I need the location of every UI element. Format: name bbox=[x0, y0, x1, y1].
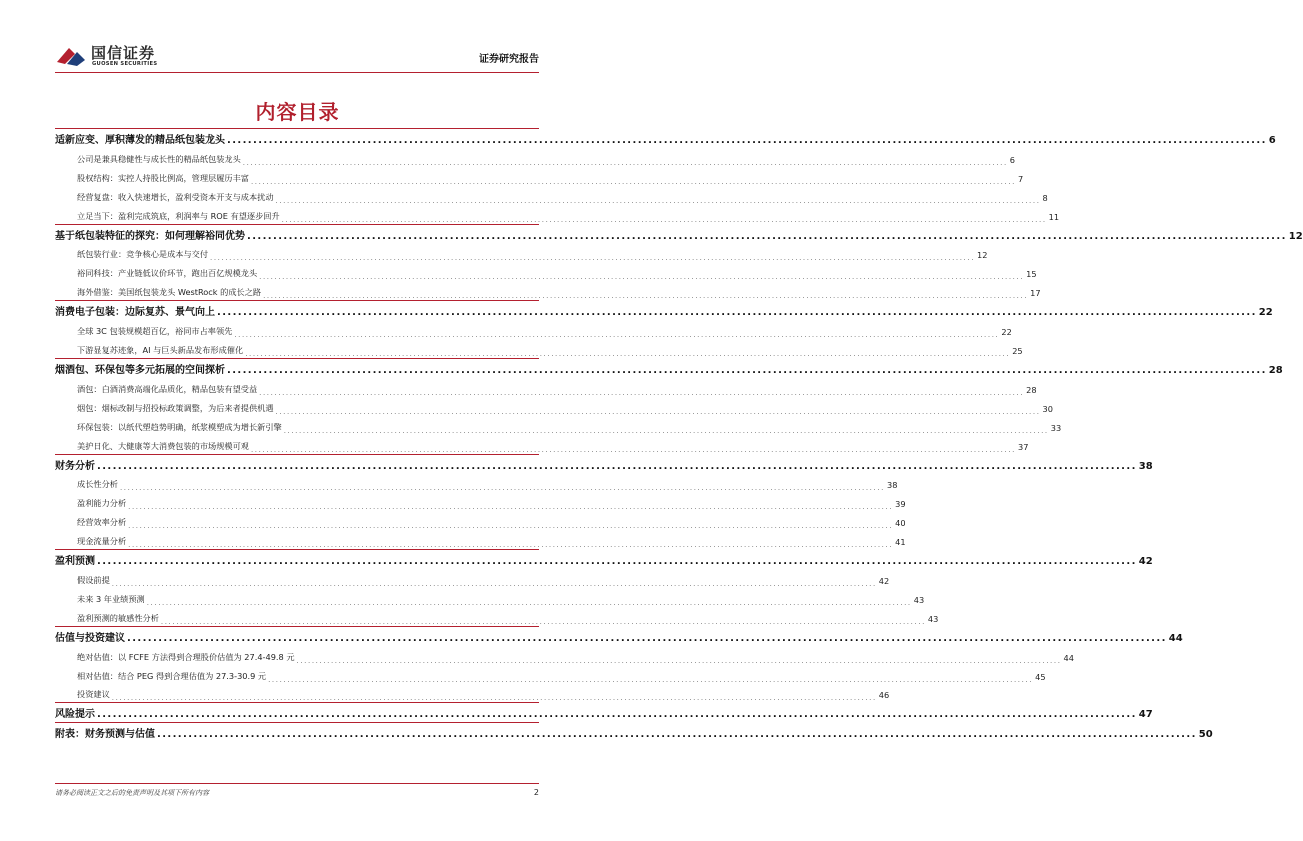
toc-subsection-entry[interactable] bbox=[55, 511, 906, 531]
toc-entry-page: 47 bbox=[1138, 709, 1153, 721]
toc-entry-title: 下游显复苏迹象，AI 与巨头新品发布形成催化 bbox=[77, 345, 244, 356]
toc-entry-title: 公司是兼具稳健性与成长性的精品纸包装龙头 bbox=[77, 153, 241, 164]
toc-entry-title: 盈利预测 bbox=[55, 556, 95, 568]
toc-leader-dots: ........................................................................................................................................................................................................ bbox=[128, 541, 894, 550]
toc-leader-dots: ........................................................................................................................................................................................................ bbox=[250, 445, 1016, 454]
toc-leader-dots: ........................................................................................................................................................................................................ bbox=[111, 580, 877, 589]
toc-subsection-entry[interactable] bbox=[55, 167, 1024, 186]
toc-entry-title: 美护日化、大健康等大消费包装的市场规模可观 bbox=[77, 440, 249, 451]
toc-subsection-entry[interactable] bbox=[55, 244, 988, 263]
toc-leader-dots: ........................................................................................................................................................................................................ bbox=[234, 331, 1000, 340]
toc-entry-title: 未来 3 年业绩预测 bbox=[77, 593, 145, 604]
toc-entry-title: 现金流量分析 bbox=[77, 536, 127, 547]
toc-subsection-entry[interactable] bbox=[55, 339, 1023, 359]
toc-entry-page: 46 bbox=[878, 690, 890, 701]
toc-subsection-entry[interactable] bbox=[55, 607, 939, 626]
toc-entry-page: 28 bbox=[1268, 365, 1283, 377]
toc-leader-dots: ........................................................................................................................................................................................................ bbox=[242, 158, 1008, 167]
toc-subsection-entry[interactable] bbox=[55, 665, 1046, 684]
toc-entry-title: 假设前提 bbox=[77, 575, 110, 586]
toc-entry-page: 38 bbox=[886, 480, 898, 491]
toc-leader-dots: ........................................................................................................................................................................................................ bbox=[245, 350, 1011, 359]
toc-leader-dots: ........................................................................................................................................................................................................ bbox=[157, 729, 1197, 741]
toc-entry-page: 50 bbox=[1198, 729, 1213, 741]
toc-leader-dots: ........................................................................................................................................................................................................ bbox=[160, 617, 926, 626]
toc-entry-page: 44 bbox=[1063, 652, 1074, 663]
toc-section-entry[interactable] bbox=[55, 358, 1283, 378]
toc-entry-page: 22 bbox=[1001, 327, 1012, 338]
toc-entry-page: 7 bbox=[1017, 173, 1024, 184]
toc-entry-title: 风险提示 bbox=[55, 709, 95, 721]
toc-title: 内容目录 bbox=[255, 100, 340, 124]
toc-subsection-entry[interactable] bbox=[55, 148, 1016, 167]
page-header bbox=[55, 40, 539, 74]
toc-entry-title: 盈利预测的敏感性分析 bbox=[77, 612, 159, 623]
toc-leader-dots: ........................................................................................................................................................................................................ bbox=[247, 230, 1287, 242]
toc-leader-dots: ........................................................................................................................................................................................................ bbox=[275, 196, 1041, 205]
toc-section-entry[interactable] bbox=[55, 626, 1183, 646]
toc-leader-dots: ........................................................................................................................................................................................................ bbox=[146, 598, 912, 607]
toc-subsection-entry[interactable] bbox=[55, 397, 1053, 416]
toc-entry-page: 38 bbox=[1138, 460, 1153, 472]
toc-entry-title: 估值与投资建议 bbox=[55, 632, 125, 644]
toc-entry-page: 43 bbox=[913, 594, 925, 605]
toc-entry-page: 6 bbox=[1009, 154, 1016, 165]
toc-entry-title: 海外借鉴：美国纸包装龙头 WestRock 的成长之路 bbox=[77, 287, 262, 298]
guosen-logo-icon bbox=[55, 42, 87, 68]
toc-entry-title: 成长性分析 bbox=[77, 479, 118, 490]
toc-leader-dots: ........................................................................................................................................................................................................ bbox=[119, 484, 885, 493]
toc-entry-page: 6 bbox=[1268, 135, 1276, 146]
toc-entry-title: 相对估值：结合 PEG 得到合理估值为 27.3-30.9 元 bbox=[77, 670, 267, 681]
toc-section-entry[interactable] bbox=[55, 549, 1153, 569]
toc-subsection-entry[interactable] bbox=[55, 684, 890, 703]
toc-entry-page: 44 bbox=[1168, 632, 1183, 644]
toc-subsection-entry[interactable] bbox=[55, 474, 898, 493]
toc-leader-dots: ........................................................................................................................................................................................................ bbox=[263, 292, 1029, 301]
toc-leader-dots: ........................................................................................................................................................................................................ bbox=[111, 694, 877, 703]
toc-section-entry[interactable] bbox=[55, 224, 1303, 244]
toc-section-entry[interactable] bbox=[55, 128, 1276, 148]
toc-leader-dots: ........................................................................................................................................................................................................ bbox=[97, 460, 1137, 472]
toc-entry-title: 适新应变、厚积薄发的精品纸包装龙头 bbox=[55, 135, 225, 146]
toc-entry-title: 立足当下：盈利完成筑底，利润率与 ROE 有望逐步回升 bbox=[77, 210, 280, 221]
toc-subsection-entry[interactable] bbox=[55, 435, 1029, 454]
toc-subsection-entry[interactable] bbox=[55, 588, 925, 607]
toc-subsection-entry[interactable] bbox=[55, 569, 890, 589]
toc-entry-page: 42 bbox=[878, 576, 890, 587]
toc-leader-dots: ........................................................................................................................................................................................................ bbox=[227, 135, 1267, 146]
toc-section-entry[interactable] bbox=[55, 454, 1153, 474]
toc-entry-title: 盈利能力分析 bbox=[77, 498, 127, 509]
toc-entry-title: 财务分析 bbox=[55, 460, 95, 472]
toc-leader-dots: ........................................................................................................................................................................................................ bbox=[97, 709, 1137, 721]
toc-entry-page: 8 bbox=[1042, 192, 1048, 203]
toc-leader-dots: ........................................................................................................................................................................................................ bbox=[210, 254, 976, 263]
toc-entry-title: 全球 3C 包装规模超百亿，裕同市占率领先 bbox=[77, 326, 233, 337]
toc-subsection-entry[interactable] bbox=[55, 530, 906, 550]
toc-entry-page: 42 bbox=[1138, 556, 1153, 568]
toc-leader-dots: ........................................................................................................................................................................................................ bbox=[217, 307, 1257, 319]
toc-entry-page: 37 bbox=[1017, 441, 1029, 452]
header-divider bbox=[55, 72, 539, 73]
toc-section-entry[interactable] bbox=[55, 722, 1213, 742]
toc-section-entry[interactable] bbox=[55, 300, 1273, 320]
toc-entry-title: 经营复盘：收入快速增长，盈利受资本开支与成本扰动 bbox=[77, 191, 274, 202]
toc-leader-dots: ........................................................................................................................................................................................................ bbox=[250, 177, 1016, 186]
toc-entry-title: 股权结构：实控人持股比例高，管理层履历丰富 bbox=[77, 172, 249, 183]
table-of-contents bbox=[55, 128, 1303, 742]
toc-section-entry[interactable] bbox=[55, 702, 1153, 722]
toc-subsection-entry[interactable] bbox=[55, 416, 1062, 435]
toc-leader-dots: ........................................................................................................................................................................................................ bbox=[281, 215, 1047, 224]
toc-leader-dots: ........................................................................................................................................................................................................ bbox=[283, 426, 1049, 435]
toc-subsection-entry[interactable] bbox=[55, 378, 1037, 397]
toc-entry-title: 附表：财务预测与估值 bbox=[55, 729, 155, 741]
toc-subsection-entry[interactable] bbox=[55, 492, 906, 512]
toc-entry-page: 43 bbox=[927, 613, 939, 624]
toc-subsection-entry[interactable] bbox=[55, 646, 1074, 665]
toc-subsection-entry[interactable] bbox=[55, 186, 1048, 205]
toc-leader-dots: ........................................................................................................................................................................................................ bbox=[259, 273, 1025, 282]
toc-leader-dots: ........................................................................................................................................................................................................ bbox=[127, 632, 1167, 644]
toc-entry-title: 经营效率分析 bbox=[77, 517, 127, 528]
toc-subsection-entry[interactable] bbox=[55, 320, 1012, 340]
footer-divider bbox=[55, 783, 539, 784]
toc-entry-title: 酒包：白酒消费高端化品质化，精品包装有望受益 bbox=[77, 383, 258, 394]
toc-entry-title: 纸包装行业：竞争核心是成本与交付 bbox=[77, 249, 209, 260]
toc-entry-title: 投资建议 bbox=[77, 689, 110, 700]
toc-entry-page: 40 bbox=[895, 518, 906, 529]
toc-leader-dots: ........................................................................................................................................................................................................ bbox=[275, 407, 1041, 416]
toc-entry-title: 消费电子包装：边际复苏、景气向上 bbox=[55, 307, 215, 319]
toc-entry-page: 41 bbox=[895, 537, 906, 548]
toc-subsection-entry[interactable] bbox=[55, 262, 1037, 282]
toc-leader-dots: ........................................................................................................................................................................................................ bbox=[268, 675, 1034, 684]
toc-entry-page: 15 bbox=[1026, 269, 1037, 280]
toc-entry-page: 28 bbox=[1026, 384, 1037, 395]
toc-entry-page: 33 bbox=[1050, 422, 1062, 433]
toc-leader-dots: ........................................................................................................................................................................................................ bbox=[227, 365, 1267, 377]
toc-entry-page: 12 bbox=[1288, 230, 1303, 242]
toc-entry-page: 39 bbox=[895, 499, 906, 510]
disclaimer-note: 请务必阅读正文之后的免责声明及其项下所有内容 bbox=[55, 789, 209, 797]
toc-entry-title: 绝对估值：以 FCFE 方法得到合理股价估值为 27.4-49.8 元 bbox=[77, 651, 295, 662]
toc-leader-dots: ........................................................................................................................................................................................................ bbox=[97, 556, 1137, 568]
toc-entry-page: 30 bbox=[1042, 403, 1053, 414]
logo-cn-text: 国信证券 bbox=[91, 44, 156, 62]
page-number: 2 bbox=[533, 788, 539, 797]
toc-entry-page: 17 bbox=[1030, 288, 1041, 299]
toc-subsection-entry[interactable] bbox=[55, 205, 1060, 224]
logo-en-text: GUOSEN SECURITIES bbox=[92, 61, 158, 67]
toc-leader-dots: ........................................................................................................................................................................................................ bbox=[128, 522, 894, 531]
toc-entry-title: 环保包装：以纸代塑趋势明确，纸浆模塑成为增长新引擎 bbox=[77, 421, 282, 432]
toc-entry-page: 11 bbox=[1048, 211, 1060, 222]
toc-leader-dots: ........................................................................................................................................................................................................ bbox=[259, 388, 1025, 397]
toc-entry-title: 基于纸包装特征的探究：如何理解裕同优势 bbox=[55, 230, 245, 242]
guosen-logo bbox=[55, 40, 215, 74]
toc-entry-page: 45 bbox=[1035, 671, 1046, 682]
toc-leader-dots: ........................................................................................................................................................................................................ bbox=[296, 656, 1062, 665]
toc-entry-page: 25 bbox=[1012, 346, 1023, 357]
toc-entry-title: 裕同科技：产业链低议价环节，跑出百亿规模龙头 bbox=[77, 268, 258, 279]
toc-subsection-entry[interactable] bbox=[55, 281, 1041, 301]
toc-entry-title: 烟包：烟标改制与招投标政策调整，为后来者提供机遇 bbox=[77, 402, 274, 413]
report-type-label: 证券研究报告 bbox=[479, 54, 539, 65]
toc-leader-dots: ........................................................................................................................................................................................................ bbox=[128, 503, 894, 512]
toc-entry-title: 烟酒包、环保包等多元拓展的空间探析 bbox=[55, 365, 225, 377]
toc-entry-page: 22 bbox=[1258, 307, 1273, 319]
toc-entry-page: 12 bbox=[977, 250, 988, 261]
